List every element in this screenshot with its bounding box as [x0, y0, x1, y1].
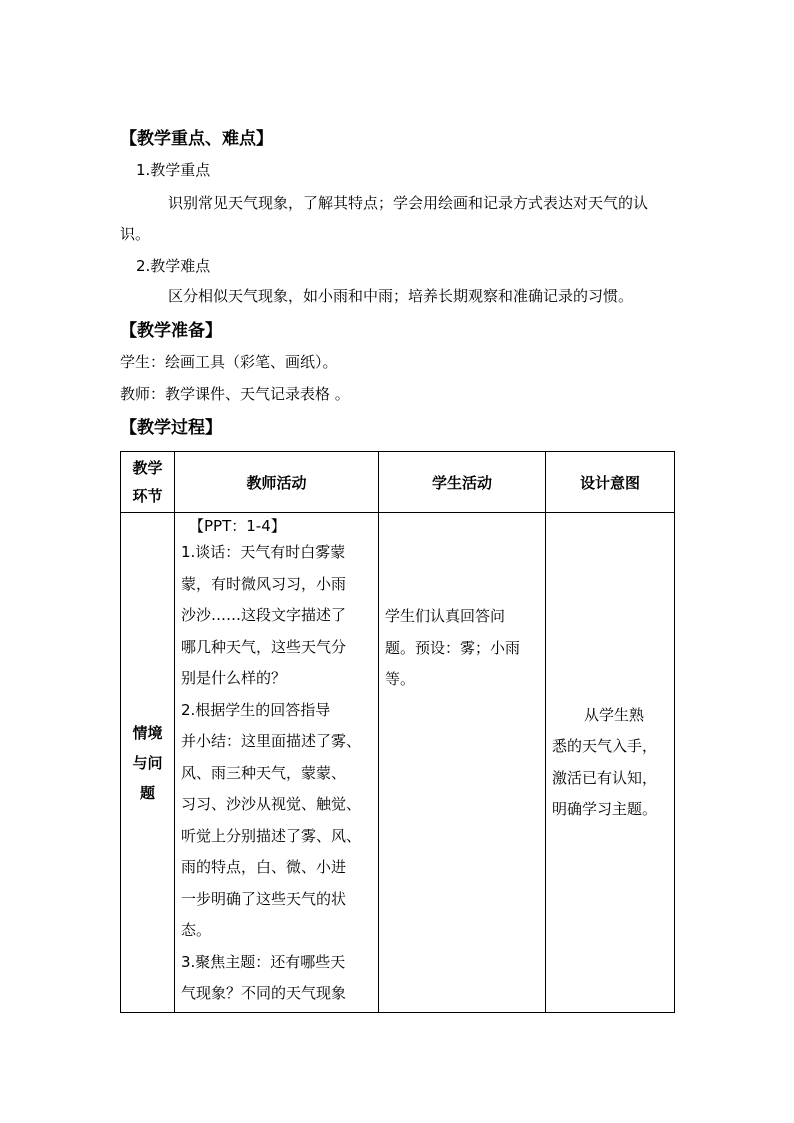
teacher-line: 并小结：这里面描述了雾、	[181, 732, 362, 750]
teaching-process-table	[120, 451, 675, 1013]
header-stage	[121, 452, 175, 513]
teacher-line: 雨的特点，白、微、小进	[181, 858, 347, 876]
header-student-activity: 学生活动	[379, 452, 546, 513]
teacher-line: 哪几种天气，这些天气分	[181, 637, 347, 656]
key-point-text-line1: 识别常见天气现象，了解其特点；学会用绘画和记录方式表达对天气的认	[168, 194, 649, 212]
section-title-process: 【教学过程】	[120, 418, 222, 438]
preparation-teacher: 教师：教学课件、天气记录表格 。	[120, 385, 350, 403]
teacher-line: 风、雨三种天气，蒙蒙、	[181, 763, 347, 782]
stage-text-2: 与问	[132, 753, 163, 772]
intent-line: 明确学习主题。	[552, 800, 658, 818]
header-teacher-activity: 教师活动	[175, 452, 379, 513]
teacher-line: 沙沙……这段文字描述了	[181, 606, 347, 624]
stage-text-1: 情境	[132, 723, 163, 742]
header-stage-line2: 环节	[132, 487, 163, 505]
key-point-text-line2: 识。	[120, 225, 151, 243]
header-design-intent: 设计意图	[546, 452, 675, 513]
table-header-row	[121, 452, 675, 513]
teacher-line: 蒙，有时微风习习，小雨	[181, 574, 347, 593]
student-line: 题。预设：雾；小雨	[385, 638, 521, 657]
student-line: 等。	[385, 670, 416, 688]
difficulty-label: 2.教学难点	[136, 257, 211, 275]
teacher-line: 2.根据学生的回答指导	[181, 700, 331, 719]
teacher-line: 态。	[181, 921, 212, 939]
teacher-line: 【PPT：1-4】	[189, 517, 286, 535]
stage-cell	[121, 513, 175, 1013]
design-intent-cell	[546, 513, 675, 1013]
teacher-activity-cell	[175, 513, 379, 1013]
student-line: 学生们认真回答问	[385, 607, 506, 625]
teacher-line: 1.谈话：天气有时白雾蒙	[181, 543, 346, 561]
teacher-line: 3.聚焦主题：还有哪些天	[181, 952, 346, 971]
teacher-line: 气现象？不同的天气现象	[181, 984, 347, 1002]
difficulty-text: 区分相似天气现象，如小雨和中雨；培养长期观察和准确记录的习惯。	[168, 287, 634, 305]
table-row	[121, 513, 675, 1013]
key-point-label: 1.教学重点	[136, 161, 211, 179]
intent-line: 从学生熟	[584, 705, 645, 724]
teacher-line: 习习、沙沙从视觉、触觉、	[181, 795, 362, 813]
section-title-preparation: 【教学准备】	[120, 321, 222, 341]
teacher-line: 一步明确了这些天气的状	[181, 889, 347, 908]
teacher-line: 别是什么样的？	[181, 669, 287, 687]
section-title-key-points: 【教学重点、难点】	[120, 129, 273, 149]
student-activity-cell	[379, 513, 546, 1013]
intent-line: 悉的天气入手，	[552, 737, 658, 755]
teacher-line: 听觉上分别描述了雾、风、	[181, 826, 362, 845]
intent-line: 激活已有认知，	[552, 768, 658, 787]
preparation-student: 学生：绘画工具（彩笔、画纸）。	[120, 353, 338, 371]
stage-text-3: 题	[139, 783, 155, 802]
header-stage-line1: 教学	[132, 459, 163, 477]
